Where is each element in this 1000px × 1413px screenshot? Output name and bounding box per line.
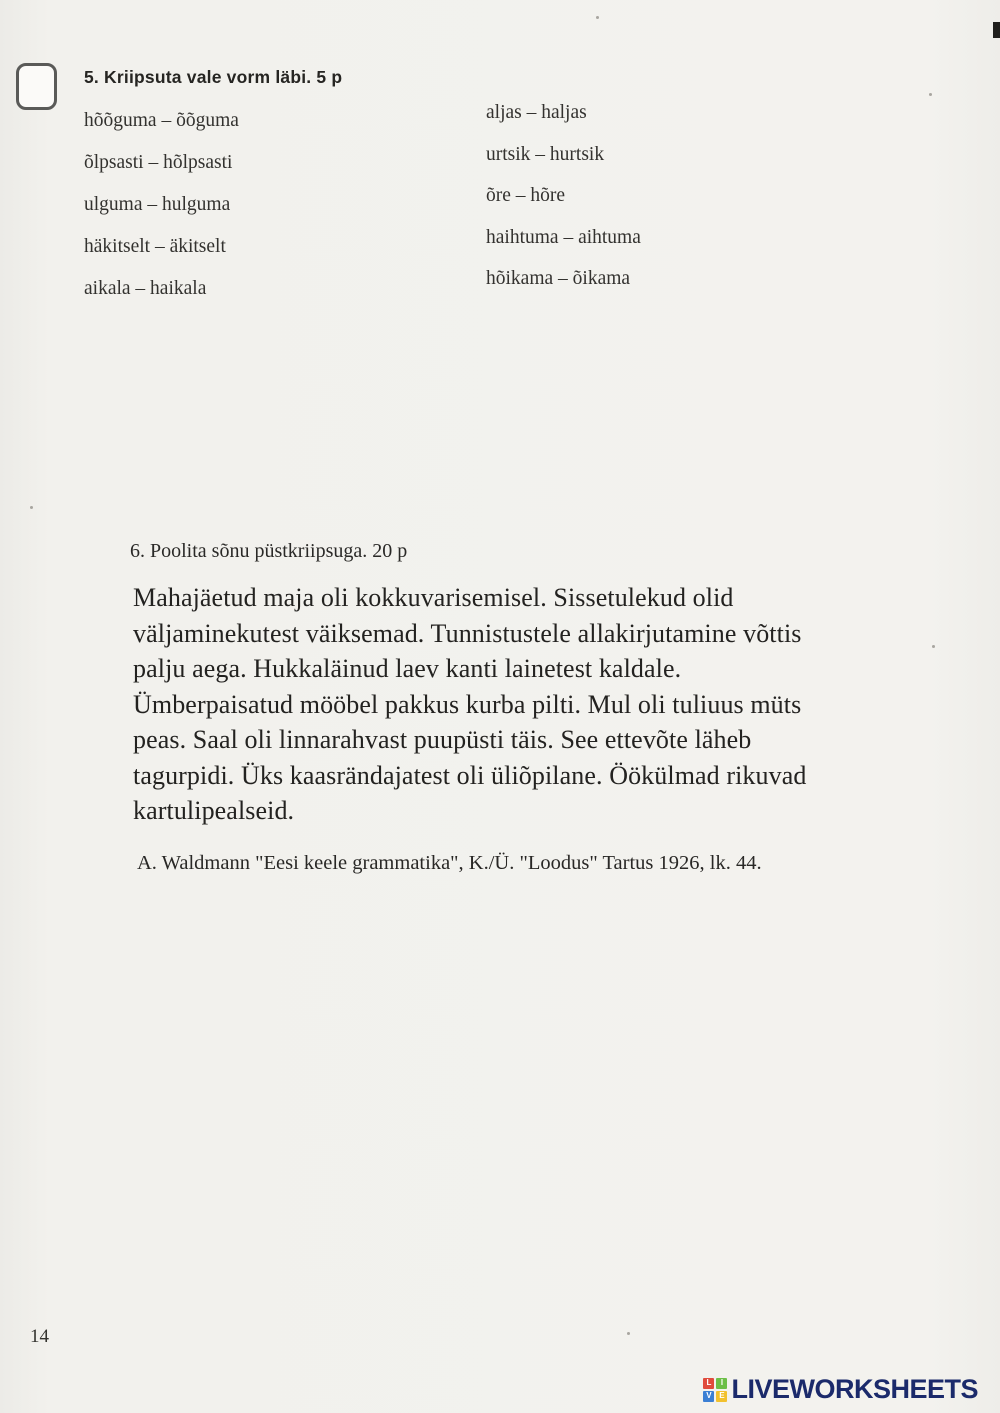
word-pair: õre – hõre — [486, 185, 566, 206]
word-pair: hõõguma – õõguma — [84, 110, 239, 131]
exercise6-source-citation: A. Waldmann "Eesi keele grammatika", K./Ü. "Loodus" Tartus 1926, lk. 44. — [137, 852, 762, 874]
text-line: tagurpidi. Üks kaasrändajatest oli üliõpilane. Öökülmad rikuvad — [133, 760, 807, 790]
exercise6-title: 6. Poolita sõnu püstkriipsuga. 20 p — [130, 540, 408, 562]
word-pair: aljas – haljas — [486, 102, 587, 123]
liveworksheets-wordmark: LIVEWORKSHEETS — [731, 1374, 978, 1404]
grid-icon-square: E — [716, 1391, 727, 1402]
exercise5-right-column — [486, 98, 641, 306]
liveworksheets-logo[interactable] — [703, 1374, 978, 1405]
word-pair: õlpsasti – hõlpsasti — [84, 152, 233, 173]
scan-speck — [932, 645, 935, 648]
word-pair: ulguma – hulguma — [84, 194, 231, 215]
grid-icon-square: V — [703, 1391, 714, 1402]
text-line: kartulipealseid. — [133, 796, 295, 825]
exercise6-text — [133, 580, 806, 829]
grid-icon-square: L — [703, 1378, 714, 1389]
scan-speck — [929, 93, 932, 96]
liveworksheets-grid-icon — [703, 1378, 727, 1402]
page-number: 14 — [30, 1326, 49, 1347]
scan-speck — [30, 506, 33, 509]
text-line: palju aega. Hukkaläinud laev kanti lainetest kaldale. — [133, 654, 682, 683]
word-pair: häkitselt – äkitselt — [84, 236, 226, 257]
scan-speck — [596, 16, 599, 19]
word-pair: aikala – haikala — [84, 278, 207, 299]
word-pair: haihtuma – aihtuma — [486, 226, 641, 248]
text-line: Ümberpaisatud mööbel pakkus kurba pilti. Mul oli tuliuus müts — [133, 689, 802, 719]
text-line: Mahajäetud maja oli kokkuvarisemisel. Sissetulekud olid — [133, 583, 734, 612]
text-line: peas. Saal oli linnarahvast puupüsti täis. See ettevõte läheb — [133, 725, 752, 754]
word-pair: urtsik – hurtsik — [486, 143, 605, 165]
scan-edge-mark — [993, 22, 1000, 38]
exercise5-title: 5. Kriipsuta vale vorm läbi. 5 p — [84, 67, 343, 87]
text-line: väljaminekutest väiksemad. Tunnistustele allakirjutamine võttis — [133, 618, 802, 648]
scan-speck — [627, 1332, 630, 1335]
word-pair: hõikama – õikama — [486, 268, 631, 289]
exercise5-left-column — [84, 106, 239, 316]
answer-checkbox[interactable] — [16, 63, 57, 110]
grid-icon-square: I — [716, 1378, 727, 1389]
